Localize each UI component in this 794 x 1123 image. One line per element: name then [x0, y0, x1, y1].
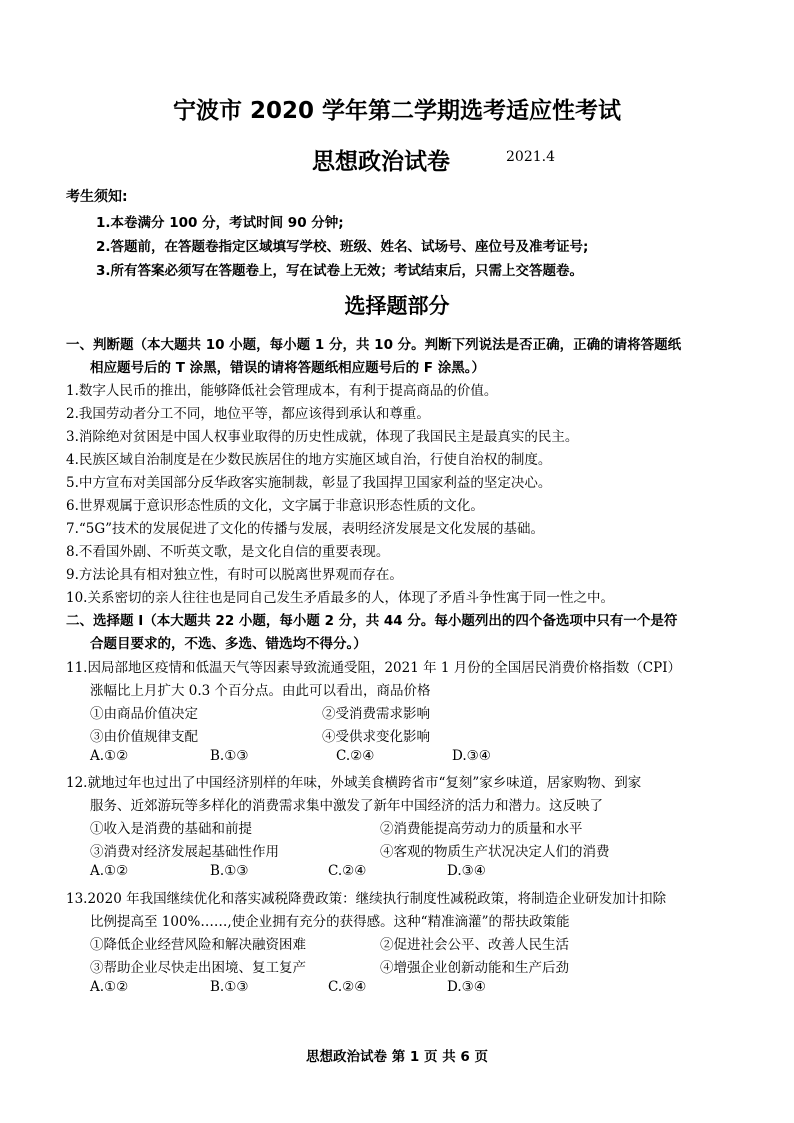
judgment-item: 2.我国劳动者分工不同，地位平等，都应该得到承认和尊重。: [66, 406, 430, 422]
choice-c: C.②④: [328, 863, 367, 879]
question-stem-cont: 比例提高至 100%……,使企业拥有充分的获得感。这种“精准滴灌”的帮扶政策能: [90, 914, 570, 930]
part2-heading-cont: 合题目要求的，不选、多选、错选均不得分。）: [90, 636, 367, 652]
choice-b: B.①③: [210, 863, 249, 879]
choice-b: B.①③: [210, 748, 249, 764]
judgment-item: 5.中方宣布对美国部分反华政客实施制裁，彰显了我国捍卫国家利益的坚定决心。: [66, 475, 552, 491]
question-stem: 11.因局部地区疫情和低温天气等因素导致流通受阻，2021 年 1 月份的全国居民消费价格指数（CPI）: [66, 660, 682, 676]
choice-d: D.③④: [447, 863, 486, 879]
judgment-item: 1.数字人民币的推出，能够降低社会管理成本，有利于提高商品的价值。: [66, 383, 498, 399]
statement-option: ④受供求变化影响: [322, 729, 430, 745]
part1-heading: 一、判断题（本大题共 10 小题，每小题 1 分，共 10 分。判断下列说法是否正确，正确的请将答题纸: [66, 337, 682, 353]
statement-option: ③帮助企业尽快走出困境、复工复产: [90, 960, 306, 976]
statement-option: ①由商品价值决定: [90, 706, 198, 722]
notice-item: 2.答题前，在答题卷指定区域填写学校、班级、姓名、试场号、座位号及准考证号;: [96, 239, 589, 255]
page-footer: 思想政治试卷 第 1 页 共 6 页: [306, 1049, 488, 1065]
statement-option: ②消费能提高劳动力的质量和水平: [380, 821, 583, 837]
choice-a: A.①②: [90, 979, 129, 995]
statement-option: ②受消费需求影响: [322, 706, 430, 722]
question-stem-cont: 涨幅比上月扩大 0.3 个百分点。由此可以看出，商品价格: [90, 683, 431, 699]
notice-title: 考生须知:: [66, 189, 128, 205]
choice-d: D.③④: [452, 748, 491, 764]
choice-c: C.②④: [328, 979, 367, 995]
statement-option: ④客观的物质生产状况决定人们的消费: [380, 844, 610, 860]
choice-a: A.①②: [90, 748, 129, 764]
notice-item: 1.本卷满分 100 分，考试时间 90 分钟;: [96, 215, 344, 231]
judgment-item: 6.世界观属于意识形态性质的文化，文字属于非意识形态性质的文化。: [66, 498, 484, 514]
choice-a: A.①②: [90, 863, 129, 879]
subject-title: 思想政治试卷: [312, 149, 450, 175]
statement-option: ①降低企业经营风险和解决融资困难: [90, 937, 306, 953]
statement-option: ①收入是消费的基础和前提: [90, 821, 252, 837]
judgment-item: 8.不看国外剧、不听英文歌，是文化自信的重要表现。: [66, 544, 390, 560]
judgment-item: 4.民族区域自治制度是在少数民族居住的地方实施区域自治，行使自治权的制度。: [66, 452, 552, 468]
choice-b: B.①③: [210, 979, 249, 995]
notice-item: 3.所有答案必须写在答题卷上，写在试卷上无效；考试结束后，只需上交答题卷。: [96, 263, 584, 279]
choice-d: D.③④: [447, 979, 486, 995]
question-stem-cont: 服务、近郊游玩等多样化的消费需求集中激发了新年中国经济的活力和潜力。这反映了: [90, 798, 603, 814]
statement-option: ③由价值规律支配: [90, 729, 198, 745]
exam-title: 宁波市 2020 学年第二学期选考适应性考试: [172, 98, 622, 124]
statement-option: ②促进社会公平、改善人民生活: [380, 937, 569, 953]
judgment-item: 3.消除绝对贫困是中国人权事业取得的历史性成就，体现了我国民主是最真实的民主。: [66, 429, 579, 445]
question-stem: 13.2020 年我国继续优化和落实减税降费政策：继续执行制度性减税政策，将制造企业研发加计扣除: [66, 891, 667, 907]
section-title: 选择题部分: [344, 294, 450, 318]
judgment-item: 7.“5G”技术的发展促进了文化的传播与发展，表明经济发展是文化发展的基础。: [66, 521, 545, 537]
part1-heading-cont: 相应题号后的 T 涂黑，错误的请将答题纸相应题号后的 F 涂黑。）: [90, 360, 485, 376]
judgment-item: 10.关系密切的亲人往往也是同自己发生矛盾最多的人，体现了矛盾斗争性寓于同一性之中。: [66, 590, 614, 606]
exam-date: 2021.4: [506, 149, 555, 165]
part2-heading: 二、选择题 I（本大题共 22 小题，每小题 2 分，共 44 分。每小题列出的四个备选项中只有一个是符: [66, 613, 678, 629]
statement-option: ④增强企业创新动能和生产后劲: [380, 960, 569, 976]
choice-c: C.②④: [336, 748, 375, 764]
judgment-item: 9.方法论具有相对独立性，有时可以脱离世界观而存在。: [66, 567, 403, 583]
statement-option: ③消费对经济发展起基础性作用: [90, 844, 279, 860]
question-stem: 12.就地过年也过出了中国经济别样的年味，外域美食横跨省市“复刻”家乡味道，居家购物、到家: [66, 775, 642, 791]
